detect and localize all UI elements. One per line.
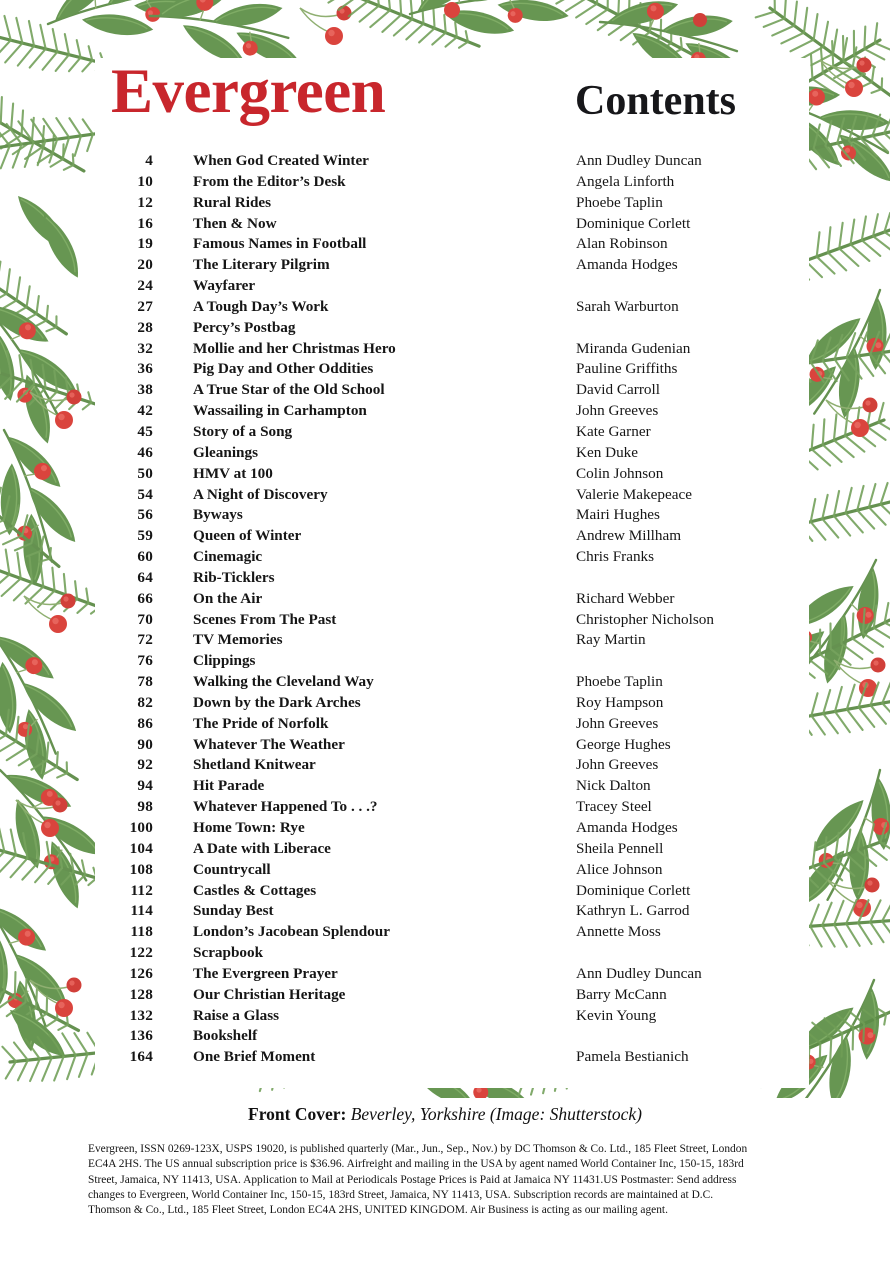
toc-entry[interactable] xyxy=(95,777,809,798)
toc-entry[interactable] xyxy=(95,340,809,361)
toc-article-title: Scenes From The Past xyxy=(193,610,337,628)
toc-article-title: Story of a Song xyxy=(193,422,293,440)
toc-article-title: Our Christian Heritage xyxy=(193,985,346,1003)
toc-article-title: HMV at 100 xyxy=(193,464,273,482)
legal-fineprint xyxy=(88,1142,804,1218)
toc-author-name: Kevin Young xyxy=(576,1006,657,1024)
toc-entry[interactable] xyxy=(95,611,809,632)
toc-entry[interactable] xyxy=(95,235,809,256)
toc-page-number: 98 xyxy=(137,798,153,816)
toc-author-name: Ray Martin xyxy=(576,631,646,649)
toc-article-title: From the Editor’s Desk xyxy=(193,172,346,190)
toc-page-number: 28 xyxy=(137,318,153,336)
toc-page-number: 78 xyxy=(137,673,153,691)
toc-page-number: 24 xyxy=(137,277,153,295)
toc-entry[interactable] xyxy=(95,486,809,507)
toc-page-number: 94 xyxy=(137,777,153,795)
toc-entry[interactable] xyxy=(95,381,809,402)
toc-author-name: George Hughes xyxy=(576,735,671,753)
toc-author-name: Phoebe Taplin xyxy=(576,673,663,691)
toc-article-title: Byways xyxy=(193,506,243,524)
toc-page-number: 56 xyxy=(137,506,153,524)
toc-author-name: Mairi Hughes xyxy=(576,506,660,524)
toc-entry[interactable] xyxy=(95,694,809,715)
toc-author-name: Nick Dalton xyxy=(576,777,651,795)
toc-article-title: Mollie and her Christmas Hero xyxy=(193,339,396,357)
toc-author-name: Amanda Hodges xyxy=(576,256,678,274)
toc-article-title: A Night of Discovery xyxy=(193,485,328,503)
toc-entry[interactable] xyxy=(95,882,809,903)
toc-entry[interactable] xyxy=(95,569,809,590)
front-cover-detail: Beverley, Yorkshire (Image: Shutterstock) xyxy=(350,1104,642,1124)
toc-page-number: 128 xyxy=(129,985,153,1003)
toc-author-name: Sheila Pennell xyxy=(576,839,664,857)
toc-page-number: 64 xyxy=(137,568,153,586)
toc-article-title: Clippings xyxy=(193,652,256,670)
toc-article-title: Home Town: Rye xyxy=(193,819,305,836)
toc-page-number: 54 xyxy=(137,485,153,503)
toc-page-number: 32 xyxy=(137,339,153,357)
toc-article-title: Rural Rides xyxy=(193,193,272,211)
toc-article-title: Whatever Happened To . . .? xyxy=(193,798,378,816)
toc-author-name: Roy Hampson xyxy=(576,693,664,711)
toc-author-name: Richard Webber xyxy=(576,589,675,607)
toc-entry[interactable] xyxy=(95,736,809,757)
toc-entry[interactable] xyxy=(95,819,809,840)
toc-page-number: 104 xyxy=(129,839,153,857)
toc-entry[interactable] xyxy=(95,423,809,444)
toc-page-number: 122 xyxy=(129,944,153,962)
toc-article-title: A Tough Day’s Work xyxy=(193,297,329,315)
toc-page-number: 59 xyxy=(137,527,153,545)
toc-article-title: Down by the Dark Arches xyxy=(193,693,361,711)
toc-article-title: Scrapbook xyxy=(193,944,264,962)
toc-page-number: 136 xyxy=(129,1027,153,1045)
toc-author-name: Amanda Hodges xyxy=(576,819,678,836)
toc-article-title: Pig Day and Other Oddities xyxy=(193,360,374,378)
toc-article-title: The Evergreen Prayer xyxy=(193,964,338,982)
toc-article-title: One Brief Moment xyxy=(193,1048,316,1066)
toc-author-name: Ken Duke xyxy=(576,443,638,461)
toc-author-name: Tracey Steel xyxy=(576,798,652,816)
toc-article-title: On the Air xyxy=(193,589,263,607)
toc-entry[interactable] xyxy=(95,506,809,527)
toc-entry[interactable] xyxy=(95,923,809,944)
toc-article-title: The Literary Pilgrim xyxy=(193,256,330,274)
toc-page-number: 45 xyxy=(137,422,153,440)
toc-author-name: Angela Linforth xyxy=(576,172,675,190)
toc-page-number: 100 xyxy=(129,819,153,836)
toc-page-number: 46 xyxy=(137,443,153,461)
toc-entry[interactable] xyxy=(95,840,809,861)
toc-page-number: 132 xyxy=(129,1006,153,1024)
toc-entry[interactable] xyxy=(95,944,809,965)
toc-article-title: Castles & Cottages xyxy=(193,881,317,899)
toc-page-number: 118 xyxy=(130,923,153,941)
toc-article-title: Sunday Best xyxy=(193,902,274,920)
toc-page-number: 114 xyxy=(130,902,153,920)
toc-entry[interactable] xyxy=(95,861,809,882)
toc-article-title: Cinemagic xyxy=(193,548,263,566)
toc-entry[interactable] xyxy=(95,173,809,194)
toc-page-number: 16 xyxy=(137,214,153,232)
toc-author-name: Dominique Corlett xyxy=(576,881,691,899)
toc-entry[interactable] xyxy=(95,715,809,736)
toc-article-title: TV Memories xyxy=(193,631,283,649)
toc-entry[interactable] xyxy=(95,402,809,423)
toc-author-name: Pauline Griffiths xyxy=(576,360,678,378)
toc-article-title: A Date with Liberace xyxy=(193,839,331,857)
fineprint-line: Street, Jamaica, NY 11413, USA. Application to Mail at Periodicals Postage Prices is Paid at Jamaica NY 11431.US Postmaster: Send address xyxy=(88,1173,737,1186)
toc-article-title: Wayfarer xyxy=(193,277,256,295)
toc-page-number: 66 xyxy=(137,589,153,607)
toc-entry[interactable] xyxy=(95,1027,809,1048)
toc-page-number: 20 xyxy=(137,256,153,274)
toc-author-name: Phoebe Taplin xyxy=(576,193,663,211)
masthead xyxy=(95,58,809,136)
toc-author-name: Miranda Gudenian xyxy=(576,339,691,357)
toc-article-title: Gleanings xyxy=(193,443,258,461)
fineprint-line: Evergreen, ISSN 0269-123X, USPS 19020, is published quarterly (Mar., Jun., Sep., Nov.) by DC Thomson & Co. Ltd., 185 Fleet Street, London xyxy=(88,1143,748,1155)
toc-entry[interactable] xyxy=(95,673,809,694)
toc-entry[interactable] xyxy=(95,194,809,215)
toc-author-name: Alice Johnson xyxy=(576,860,663,878)
toc-author-name: Sarah Warburton xyxy=(576,297,679,315)
toc-page-number: 108 xyxy=(129,860,153,878)
toc-author-name: Annette Moss xyxy=(576,923,661,941)
toc-article-title: Queen of Winter xyxy=(193,527,302,545)
toc-author-name: Ann Dudley Duncan xyxy=(576,152,702,169)
toc-page-number: 36 xyxy=(137,360,153,378)
toc-author-name: David Carroll xyxy=(576,381,660,399)
front-cover-caption xyxy=(0,1104,890,1125)
toc-author-name: Chris Franks xyxy=(576,548,655,566)
toc-author-name: John Greeves xyxy=(576,402,659,420)
toc-page-number: 4 xyxy=(145,152,153,169)
toc-entry[interactable] xyxy=(95,298,809,319)
toc-article-title: A True Star of the Old School xyxy=(193,381,385,399)
toc-author-name: Christopher Nicholson xyxy=(576,610,714,628)
toc-entry[interactable] xyxy=(95,152,809,173)
toc-page-number: 12 xyxy=(137,193,153,211)
toc-author-name: Andrew Millham xyxy=(576,527,682,545)
toc-page-number: 126 xyxy=(129,964,153,982)
toc-entry[interactable] xyxy=(95,548,809,569)
toc-page-number: 38 xyxy=(137,381,153,399)
toc-article-title: Countrycall xyxy=(193,860,271,878)
toc-page-number: 90 xyxy=(137,735,153,753)
toc-entry[interactable] xyxy=(95,986,809,1007)
toc-page-number: 86 xyxy=(137,714,153,732)
fineprint-line: EC4A 2HS. The US annual subscription price is $36.96. Airfreight and mailing in the USA by agent named World Container Inc, 150-15, 183rd xyxy=(88,1158,744,1171)
page-title: Contents xyxy=(575,78,737,124)
toc-article-title: Raise a Glass xyxy=(193,1006,280,1024)
evergreen-logo: Evergreen xyxy=(111,56,386,126)
toc-page-number: 92 xyxy=(137,756,153,774)
toc-author-name: Alan Robinson xyxy=(576,235,668,253)
toc-article-title: Famous Names in Football xyxy=(193,235,367,253)
toc-page-number: 19 xyxy=(137,235,153,253)
toc-author-name: John Greeves xyxy=(576,756,659,774)
toc-article-title: Then & Now xyxy=(193,214,277,232)
toc-article-title: Hit Parade xyxy=(193,777,265,795)
toc-entry[interactable] xyxy=(95,631,809,652)
toc-page-number: 50 xyxy=(137,464,153,482)
toc-entry[interactable] xyxy=(95,1007,809,1028)
toc-author-name: Kathryn L. Garrod xyxy=(576,902,690,920)
toc-article-title: Shetland Knitwear xyxy=(193,756,316,774)
toc-article-title: Walking the Cleveland Way xyxy=(193,673,374,691)
toc-author-name: Pamela Bestianich xyxy=(576,1048,689,1066)
fineprint-line: changes to Evergreen, World Container Inc, 150-15, 183rd Street, Jamaica, NY 11413, USA. Subscription records are maintained at D.C. xyxy=(88,1188,714,1201)
toc-author-name: John Greeves xyxy=(576,714,659,732)
toc-entry[interactable] xyxy=(95,798,809,819)
toc-entry[interactable] xyxy=(95,277,809,298)
table-of-contents xyxy=(95,152,809,1069)
toc-page-number: 72 xyxy=(137,631,153,649)
front-cover-label: Front Cover: xyxy=(248,1104,347,1124)
toc-entry[interactable] xyxy=(95,360,809,381)
fineprint-line: Thomson & Co., Ltd., 185 Fleet Street, London EC4A 2HS, UNITED KINGDOM. Air Business is acting as our mailing agent. xyxy=(88,1204,668,1217)
toc-entry[interactable] xyxy=(95,965,809,986)
toc-entry[interactable] xyxy=(95,756,809,777)
toc-entry[interactable] xyxy=(95,319,809,340)
toc-article-title: London’s Jacobean Splendour xyxy=(193,923,390,941)
toc-entry[interactable] xyxy=(95,444,809,465)
toc-article-title: Wassailing in Carhampton xyxy=(193,402,367,420)
toc-page-number: 76 xyxy=(137,652,153,670)
toc-author-name: Barry McCann xyxy=(576,985,667,1003)
toc-page-number: 82 xyxy=(137,693,153,711)
toc-author-name: Valerie Makepeace xyxy=(576,485,692,503)
contents-panel xyxy=(95,58,809,1088)
toc-entry[interactable] xyxy=(95,902,809,923)
toc-entry[interactable] xyxy=(95,652,809,673)
toc-entry[interactable] xyxy=(95,527,809,548)
toc-article-title: The Pride of Norfolk xyxy=(193,714,329,732)
toc-article-title: Whatever The Weather xyxy=(193,735,345,753)
toc-article-title: Percy’s Postbag xyxy=(193,318,296,336)
toc-entry[interactable] xyxy=(95,465,809,486)
toc-entry[interactable] xyxy=(95,1048,809,1069)
toc-entry[interactable] xyxy=(95,256,809,277)
toc-author-name: Colin Johnson xyxy=(576,464,664,482)
toc-article-title: Bookshelf xyxy=(193,1027,258,1045)
toc-entry[interactable] xyxy=(95,590,809,611)
toc-author-name: Kate Garner xyxy=(576,422,651,440)
toc-page-number: 60 xyxy=(137,548,153,566)
toc-page-number: 10 xyxy=(137,172,153,190)
toc-page-number: 27 xyxy=(137,297,153,315)
toc-author-name: Dominique Corlett xyxy=(576,214,691,232)
toc-page-number: 112 xyxy=(130,881,153,899)
toc-article-title: Rib-Ticklers xyxy=(193,568,275,586)
toc-entry[interactable] xyxy=(95,215,809,236)
toc-page-number: 42 xyxy=(137,402,153,420)
toc-page-number: 164 xyxy=(129,1048,153,1066)
toc-article-title: When God Created Winter xyxy=(193,152,369,169)
toc-author-name: Ann Dudley Duncan xyxy=(576,964,702,982)
toc-page-number: 70 xyxy=(137,610,153,628)
